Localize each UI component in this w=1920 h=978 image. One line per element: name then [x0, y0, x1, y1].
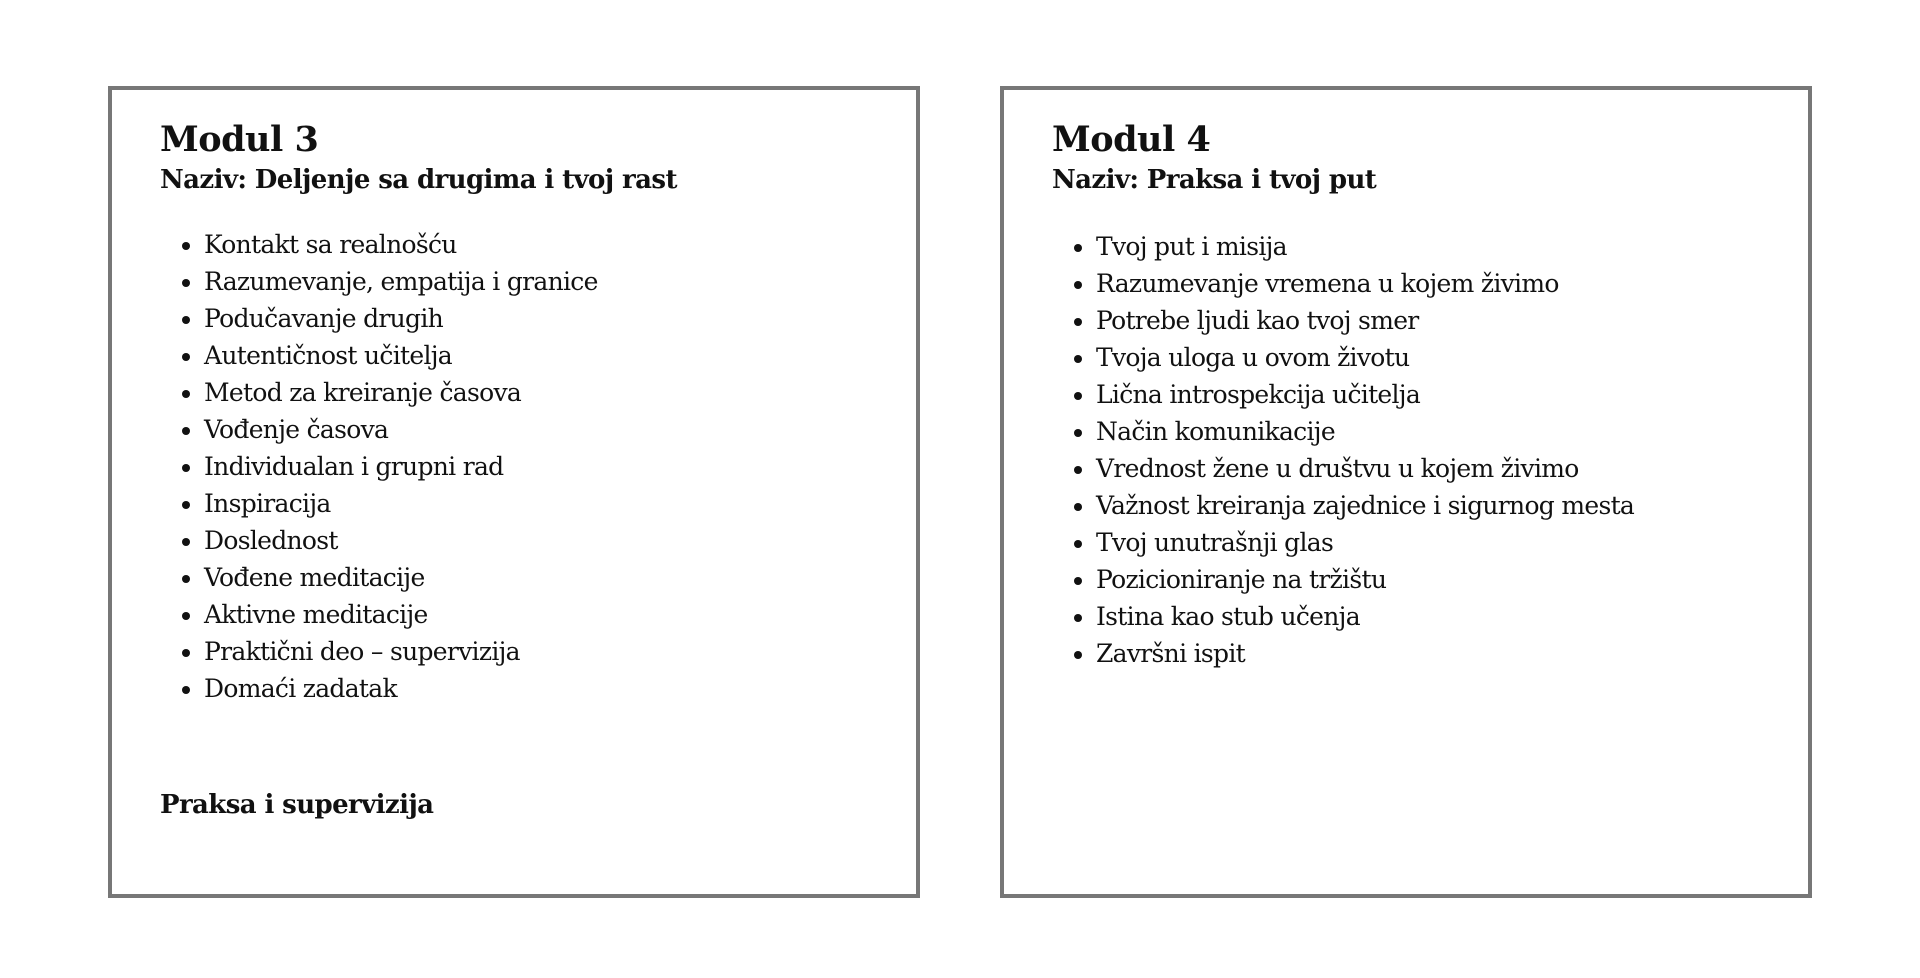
list-item: • Tvoja uloga u ovom životu [1096, 339, 1788, 376]
list-item: • Potrebe ljudi kao tvoj smer [1096, 302, 1788, 339]
module-title: Modul 4 [1052, 119, 1211, 160]
list-item: • Tvoj unutrašnji glas [1096, 524, 1788, 561]
list-item: • Inspiracija [204, 485, 896, 522]
list-item: • Završni ispit [1096, 635, 1788, 672]
list-item: • Važnost kreiranja zajednice i sigurnog mesta [1096, 487, 1788, 524]
list-item: • Domaći zadatak [204, 670, 896, 707]
list-item: • Razumevanje vremena u kojem živimo [1096, 265, 1788, 302]
list-item: • Kontakt sa realnošću [204, 226, 896, 263]
module-name: Naziv: Praksa i tvoj put [1052, 165, 1377, 195]
topic-list [1052, 228, 1788, 672]
list-item: • Individualan i grupni rad [204, 448, 896, 485]
list-item: • Aktivne meditacije [204, 596, 896, 633]
list-item: • Podučavanje drugih [204, 300, 896, 337]
list-item: • Doslednost [204, 522, 896, 559]
module-3-card [108, 86, 920, 898]
list-item: • Način komunikacije [1096, 413, 1788, 450]
list-item: • Tvoj put i misija [1096, 228, 1788, 265]
list-item: • Metod za kreiranje časova [204, 374, 896, 411]
list-item: • Vođenje časova [204, 411, 896, 448]
list-item: • Lična introspekcija učitelja [1096, 376, 1788, 413]
list-item: • Istina kao stub učenja [1096, 598, 1788, 635]
module-4-card [1000, 86, 1812, 898]
list-item: • Vođene meditacije [204, 559, 896, 596]
list-item: • Praktični deo – supervizija [204, 633, 896, 670]
list-item: • Pozicioniranje na tržištu [1096, 561, 1788, 598]
module-title: Modul 3 [160, 119, 319, 160]
module-name: Naziv: Deljenje sa drugima i tvoj rast [160, 165, 677, 195]
list-item: • Razumevanje, empatija i granice [204, 263, 896, 300]
module-footer: Praksa i supervizija [160, 790, 434, 820]
list-item: • Vrednost žene u društvu u kojem živimo [1096, 450, 1788, 487]
topic-list [160, 226, 896, 707]
list-item: • Autentičnost učitelja [204, 337, 896, 374]
